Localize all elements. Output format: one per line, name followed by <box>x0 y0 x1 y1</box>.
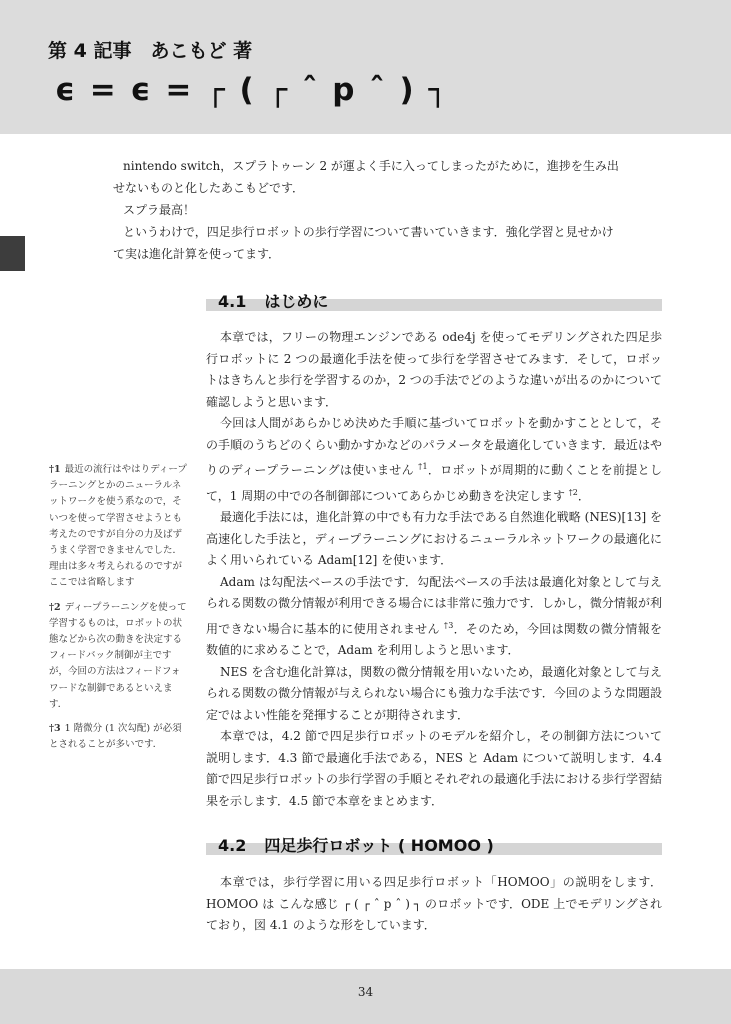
footnote-mark: †2 <box>49 601 61 613</box>
page-number: 34 <box>357 985 374 999</box>
intro-text <box>113 155 623 265</box>
footnote: †2 ディープラーニングを使って学習するものは，ロボットの状態などから次の動きを決定するフィードバック制御が主ですが，今回の方法はフィードフォワードな制御であるといえます． <box>49 601 187 710</box>
body-paragraph: 本章では，4.2 節で四足歩行ロボットのモデルを紹介し，その制御方法について説明します．4.3 節で最適化手法である，NES と Adam について説明します．4.4 節で四足歩行ロボットの歩行学習の手順とそれぞれの最適化手法における歩行学習結果を示します．4.5 節で本章をまとめます． <box>206 729 663 808</box>
body-paragraph: 最適化手法には，進化計算の中でも有力な手法である自然進化戦略 (NES)[13] を高速化した手法と，ディープラーニングにおけるニューラルネットワークの最適化によく用いられている Adam[12] を使います． <box>206 510 662 567</box>
section-heading-text <box>218 833 494 856</box>
section-4-1-body <box>206 327 662 812</box>
section-heading-text <box>218 289 328 312</box>
section-title: 四足歩行ロボット ( HOMOO ) <box>264 836 494 855</box>
section-4-2-body <box>206 872 662 937</box>
footnote-mark: †3 <box>49 723 61 735</box>
intro-paragraph: というわけで，四足歩行ロボットの歩行学習について書いていきます．強化学習と見せかけて実は進化計算を使ってます． <box>113 225 614 261</box>
footnote-ref[interactable]: †1 <box>418 462 428 471</box>
intro-paragraph: nintendo switch，スプラトゥーン 2 が運よく手に入ってしまったがために，進捗を生み出せないものと化したあこもどです． <box>113 159 619 195</box>
margin-footnotes <box>49 462 189 761</box>
footnote: †1 最近の流行はやはりディープラーニングとかのニューラルネットワークを使う系なので，そいつを使って学習させようとも考えたのですが自分の力及ばずうまく学習できませんでした．理由は多々考えられるのですがここでは省略します <box>49 464 187 589</box>
section-heading-4-1 <box>206 292 662 312</box>
body-paragraph: 今回は人間があらかじめ決めた手順に基づいてロボットを動かすこととして，その手順のうちどのくらい動かすかなどのパラメータを最適化していきます．最近はやりのディープラーニングは使いません $^{\dagger 1}$．ロボットが周期的に動くことを前提として，1 周期の中での各制御部についてあらかじめ動きを決定します $^{\dagger 2}$． <box>206 416 662 503</box>
section-title: はじめに <box>264 292 329 311</box>
chapter-thumb-tab <box>0 236 25 271</box>
body-paragraph: 本章では，フリーの物理エンジンである ode4j を使ってモデリングされた四足歩行ロボットに 2 つの最適化手法を使って歩行を学習させてみます．そして，ロボットはきちんと歩行を学習するのか，2 つの手法でどのような違いが出るのかについて確認しようと思います． <box>206 330 662 409</box>
body-paragraph: 本章では，歩行学習に用いる四足歩行ロボット「HOMOO」の説明をします．HOMOO は こんな感じ ┌ ( ┌ ˆ p ˆ ) ┐ のロボットです．ODE 上でモデリングされており，図 4.1 のような形をしています． <box>206 875 662 932</box>
section-heading-4-2 <box>206 836 662 856</box>
footnote-ref[interactable]: †2 <box>568 487 578 497</box>
chapter-header <box>0 0 731 134</box>
intro-paragraph: スプラ最高！ <box>123 203 196 217</box>
chapter-label: 第 4 記事 あこもど 著 <box>48 40 253 62</box>
body-paragraph: Adam は勾配法ベースの手法です．勾配法ベースの手法は最適化対象として与えられる関数の微分情報が利用できる場合には非常に強力です．しかし，微分情報が利用できない場合に基本的に使用されません $^{\dagger 3}$．そのため，今回は関数の微分情報を数値的に求めることで，Adam を利用しようと思います． <box>206 574 662 657</box>
footnote: †3 1 階微分 (1 次勾配) が必須とされることが多いです． <box>49 723 182 751</box>
section-number: 4.1 <box>218 292 247 311</box>
section-number: 4.2 <box>218 836 247 855</box>
chapter-title: ϵ = ϵ = ┌ ( ┌ ˆ p ˆ ) ┐ <box>55 72 450 108</box>
footnote-mark: †1 <box>49 464 61 475</box>
footnote-ref[interactable]: †3 <box>443 620 454 630</box>
body-paragraph: NES を含む進化計算は，関数の微分情報を用いないため，最適化対象として与えられる関数の微分情報が与えられない場合にも強力な手法です．今回のような問題設定ではよい性能を発揮することが期待されます． <box>206 664 662 722</box>
